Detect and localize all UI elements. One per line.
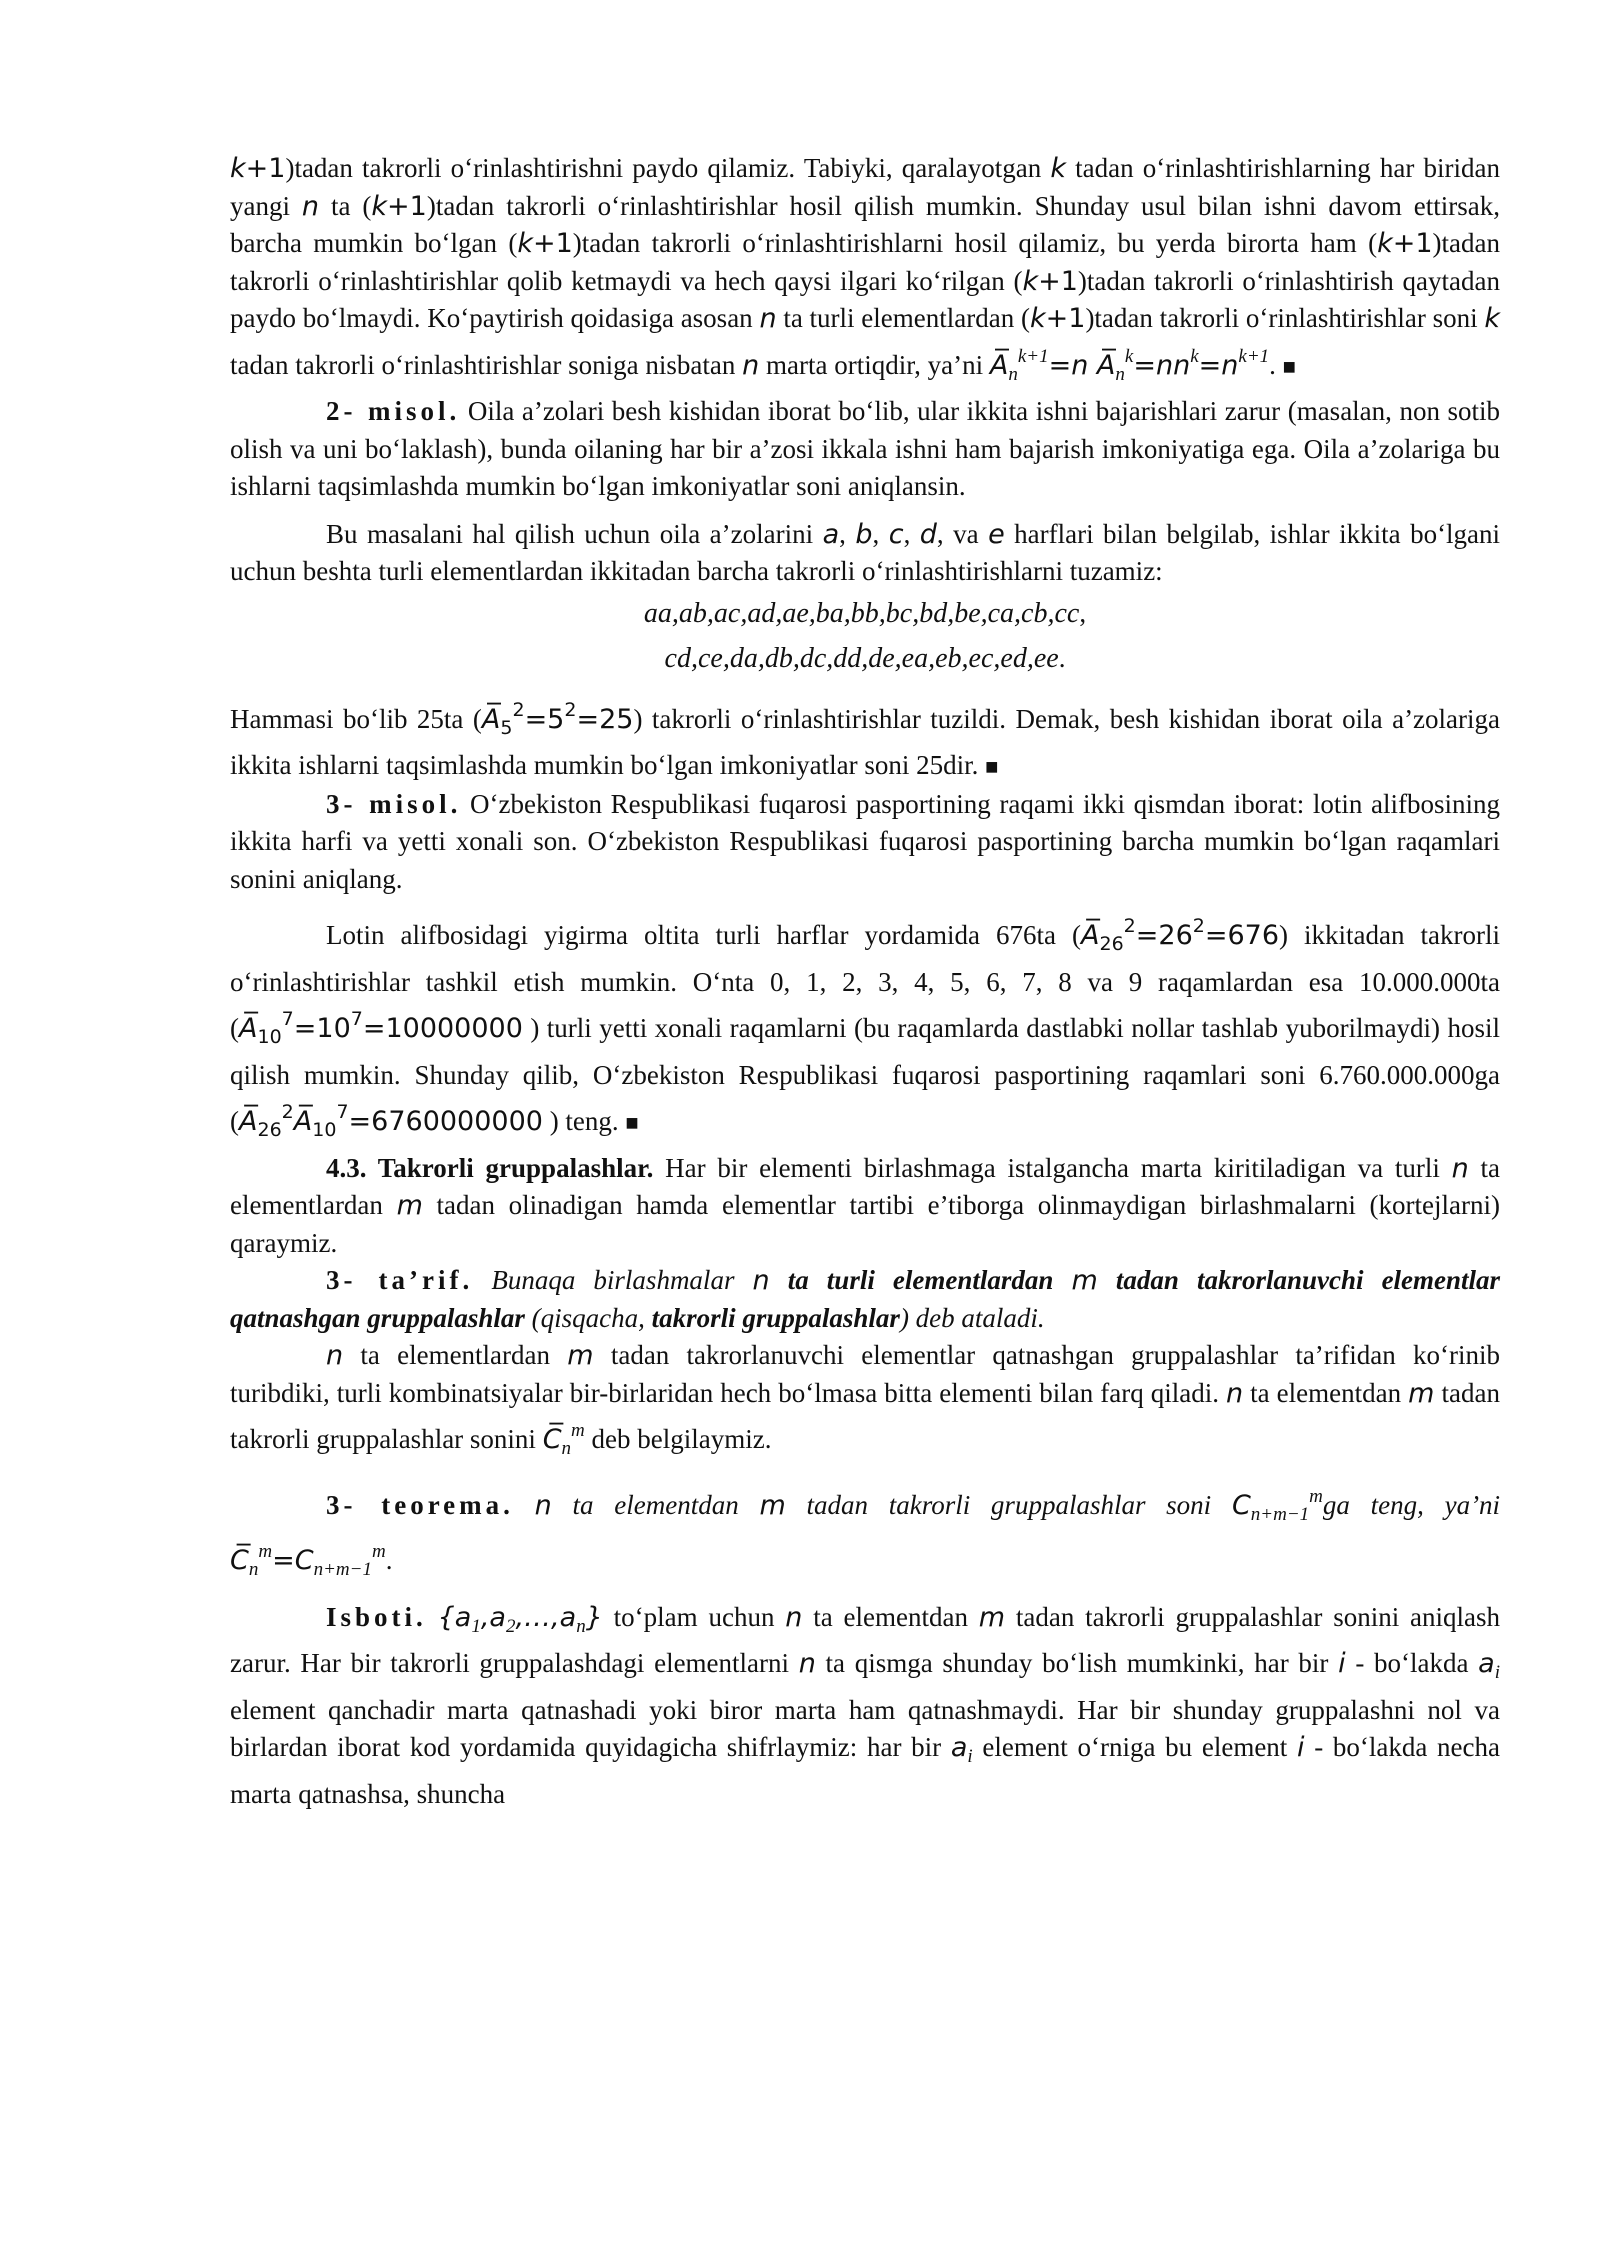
paragraph-notation: n ta elementlardan m tadan takrorlanuvchi elementlar qatnashgan gruppalashlar ta’rifidan ko‘rinib turibdiki, turli kombinatsiyalar bir-birlaridan hech bo‘lmasa bitta elementi bilan farq qiladi. n ta elementdan m tadan takrorli gruppalashlar sonini $C̅_n^m$ deb belgilaymiz. <box>230 1340 1500 1459</box>
paragraph-proof-continuation: k+1)tadan takrorli o‘rinlashtirishni paydo qilamiz. Tabiyki, qaralayotgan k tadan o‘rinlashtirishlarning har biridan yangi n ta (k+1)tadan takrorli o‘rinlashtirishlar hosil qilish mumkin. Shunday usul bilan ishni davom ettirsak, barcha mumkin bo‘lgan (k+1)tadan takrorli o‘rinlashtirishlarni hosil qilamiz, bu yerda birorta ham (k+1)tadan takrorli o‘rinlashtirishlar qolib ketmaydi va hech qaysi ilgari ko‘rilgan (k+1)tadan takrorli o‘rinlashtirish qaytadan paydo bo‘lmaydi. Ko‘paytirish qoidasiga asosan n ta turli elementlardan (k+1)tadan takrorli o‘rinlashtirishlar soni k tadan takrorli o‘rinlashtirishlar soniga nisbatan n marta ortiqdir, ya’ni $A̅_n^{k+1}=n$ $A̅_n^k=nn^k=n^{k+1}$. ■ <box>230 153 1500 385</box>
paragraph-example-2-solution: Bu masalani hal qilish uchun oila a’zolarini a, b, c, d, va e harflari bilan belgilab, ishlar ikkita bo‘lgani uchun beshta turli elementlardan ikkitadan barcha takrorli o‘rinlashtirishlarni tuzamiz: <box>230 518 1501 586</box>
paragraph-example-2: 2- misol. Oila a’zolari besh kishidan iborat bo‘lib, ular ikkita ishni bajarishlari zarur (masalan, non sotib olish va uni bo‘laklash), bunda oilaning har bir a’zosi ikkala ishni ham bajarish imkoniyatiga ega. Oila a’zolariga bu ishlarni taqsimlashda mumkin bo‘lgan imkoniyatlar soni aniqlansin. <box>230 396 1500 501</box>
theorem-3: 3- teorema. n ta elementdan m tadan takrorli gruppalashlar soni $C_{n+m-1}^mga$ teng, ya’ni $C̅_n^m=C_{n+m-1}^m$. <box>230 1485 1501 1580</box>
definition-3: 3- ta’rif. Bunaqa birlashmalar n ta turli elementlardan m tadan takrorlanuvchi elementlar qatnashgan gruppalashlar (qisqacha, takrorli gruppalashlar) deb ataladi. <box>230 1265 1501 1333</box>
paragraph-proof: Isboti. $\{a_1,a_2,\dots,a_n\}$ to‘plam uchun n ta elementdan m tadan takrorli gruppalashlar sonini aniqlash zarur. Har bir takrorli gruppalashdagi elementlarni n ta qismga shunday bo‘lish mumkinki, har bir i - bo‘lakda $a_i$ element qanchadir marta qatnashadi yoki biror marta ham qatnashmaydi. Har bir shunday gruppalashni nol va birlardan iborat kod yordamida quyidagicha shifrlaymiz: har bir $a_i$ element o‘rniga bu element i - bo‘lakda necha marta qatnashsa, shuncha <box>230 1601 1501 1809</box>
paragraph-example-2-result: Hammasi bo‘lib 25ta $(A̅_5^2=5^2=25)$ takrorli o‘rinlashtirishlar tuzildi. Demak, besh kishidan iborat oila a’zolariga ikkita ishlarni taqsimlashda mumkin bo‘lgan imkoniyatlar soni 25dir. ■ <box>230 698 1501 780</box>
paragraph-example-3-solution: Lotin alifbosidagi yigirma oltita turli harflar yordamida 676ta $(A̅_{26}^2=26^2=676)$ ikkitadan takrorli o‘rinlashtirishlar tashkil etish mumkin. O‘nta 0, 1, 2, 3, 4, 5, 6, 7, 8 va 9 raqamlardan esa 10.000.000ta ($A̅_{10}^7=10^7=10000000$ ) turli yetti xonali raqamlarni (bu raqamlarda dastlabki nollar tashlab yuborilmaydi) hosil qilish mumkin. Shunday qilib, O‘zbekiston Respublikasi fuqarosi pasportining raqamlari soni 6.760.000.000ga ($A̅_{26}^2A̅_{10}^7=6760000000$ ) teng. ■ <box>230 915 1500 1141</box>
section-heading-4-3: 4.3. Takrorli gruppalashlar. Har bir elementi birlashmaga istalgancha marta kiritiladigan va turli n ta elementlardan m tadan olinadigan hamda elementlar tartibi e’tiborga olinmaydigan birlashmalarni (kortejlarni) qaraymiz. <box>230 1152 1500 1258</box>
formula-line-2: cd,ce,da,db,dc,dd,de,ea,eb,ec,ed,ee. <box>664 643 1066 674</box>
formula-line-1: aa,ab,ac,ad,ae,ba,bb,bc,bd,be,ca,cb,cc, <box>643 597 1087 629</box>
paragraph-example-3: 3- misol. O‘zbekiston Respublikasi fuqarosi pasportining raqami ikki qismdan iborat: lotin alifbosining ikkita harfi va yetti xonali son. O‘zbekiston Respublikasi fuqarosi pasportining barcha mumkin bo‘lgan raqamlari sonini aniqlang. <box>230 788 1500 894</box>
document-page <box>230 150 1500 1813</box>
